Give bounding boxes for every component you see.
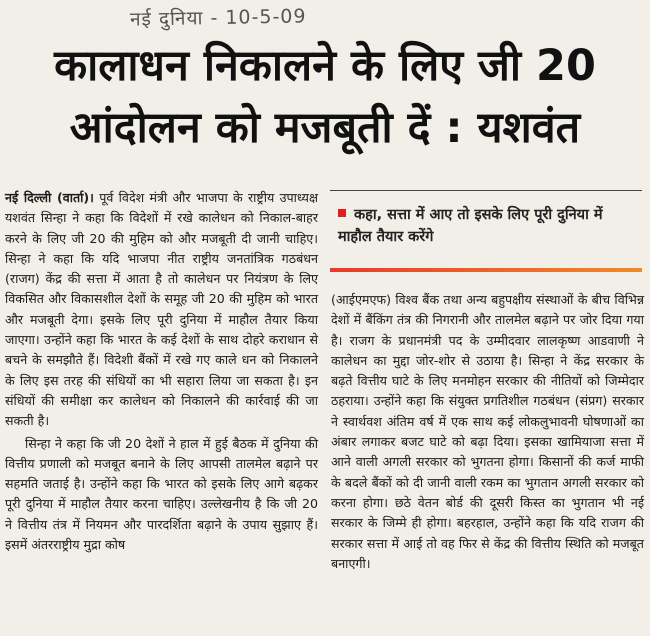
subheading-text: कहा, सत्ता में आए तो इसके लिए पूरी दुनिया में माहौल तैयार करेंगे xyxy=(338,207,603,245)
article-column-left xyxy=(5,188,318,555)
dateline: नई दिल्ली (वार्ता)। xyxy=(5,190,94,205)
headline-line-1: कालाधन निकालने के लिए जी 20 xyxy=(54,41,596,91)
headline-line-2: आंदोलन को मजबूती दें : यशवंत xyxy=(69,103,581,153)
handwritten-source-note: नई दुनिया - 10-5-09 xyxy=(129,5,307,31)
article-paragraph-3: (आईएमएफ) विश्व बैंक तथा अन्य बहुपक्षीय संस्थाओं के बीच विभिन्न देशों में बैंकिंग तंत्र की निगरानी और तालमेल बढ़ाने पर जोर दिया गया है। राजग के प्रधानमंत्री पद के उम्मीदवार लालकृष्ण आडवाणी ने कालेधन का मुद्दा जोर-शोर से उठाया है। सिन्हा ने केंद्र सरकार के बढ़ते वित्तीय घाटे के लिए मनमोहन सरकार की नीतियों को जिम्मेदार ठहराया। उन्होंने कहा कि संयुक्त प्रगतिशील गठबंधन (संप्रग) सरकार ने स्वार्थवश अंतिम वर्ष में एक साथ कई लोकलुभावनी घोषणाओं का अंबार लगाकर बजट घाटे को बढ़ा दिया। इसका खामियाजा सत्ता में आने वाली अगली सरकार को भुगतना होगा। किसानों की कर्ज माफी के बदले बैंकों को दी जानी वाली रकम का भुगतान अगली सरकार को करना होगा। छठे वेतन बोर्ड की दूसरी किस्त का भुगतान भी नई सरकार के जिम्मे ही होगा। बहरहाल, उन्होंने कहा कि यदि राजग की सरकार सत्ता में आई तो वह फिर से केंद्र की वित्तीय स्थिति को मजबूत बनाएगी। xyxy=(331,292,644,571)
article-paragraph-1 xyxy=(5,188,318,432)
subhead-accent-rule xyxy=(330,268,642,272)
red-bullet-icon xyxy=(338,209,346,217)
article-paragraph-2: सिन्हा ने कहा कि जी 20 देशों ने हाल में हुई बैठक में दुनिया की वित्तीय प्रणाली को मजबूत बनाने के लिए आपसी तालमेल बढ़ाने पर सहमति जताई है। उन्होंने कहा कि भारत को इसके लिए आगे बढ़कर पूरी दुनिया में माहौल तैयार करना चाहिए। उल्लेखनीय है कि जी 20 ने वित्तीय तंत्र में नियमन और पारदर्शिता बढ़ाने के उपाय सुझाए हैं। इसमें अंतरराष्ट्रीय मुद्रा कोष xyxy=(5,435,318,553)
subhead-top-rule xyxy=(330,190,642,191)
paragraph-1-text: पूर्व विदेश मंत्री और भाजपा के राष्ट्रीय उपाध्यक्ष यशवंत सिन्हा ने कहा कि विदेशों में रखे कालेधन को निकाल-बाहर करने के लिए जी 20 की मुहिम को और मजबूती दी जानी चाहिए। सिन्हा ने कहा कि यदि भाजपा नीत राष्ट्रीय जनतांत्रिक गठबंधन (राजग) केंद्र की सत्ता में आता है तो कालेधन पर नियंत्रण के लिए विकसित और विकासशील देशों के समूह जी 20 की मुहिम को भारत और मजबूती देगा। इसके लिए पूरी दुनिया में माहौल तैयार किया जाएगा। उन्होंने कहा कि भारत के कई देशों के साथ दोहरे कराधान से बचने के समझौते हैं। विदेशी बैंकों में रखे गए काले धन को निकालने के लिए इस तरह की संधियों का भी सहारा लिया जा सकता है। इन संधियों की समीक्षा कर कालेधन को निकालने की कार्रवाई की जा सकती है। xyxy=(5,190,318,429)
article-column-right xyxy=(331,290,644,574)
subheading xyxy=(338,204,638,248)
